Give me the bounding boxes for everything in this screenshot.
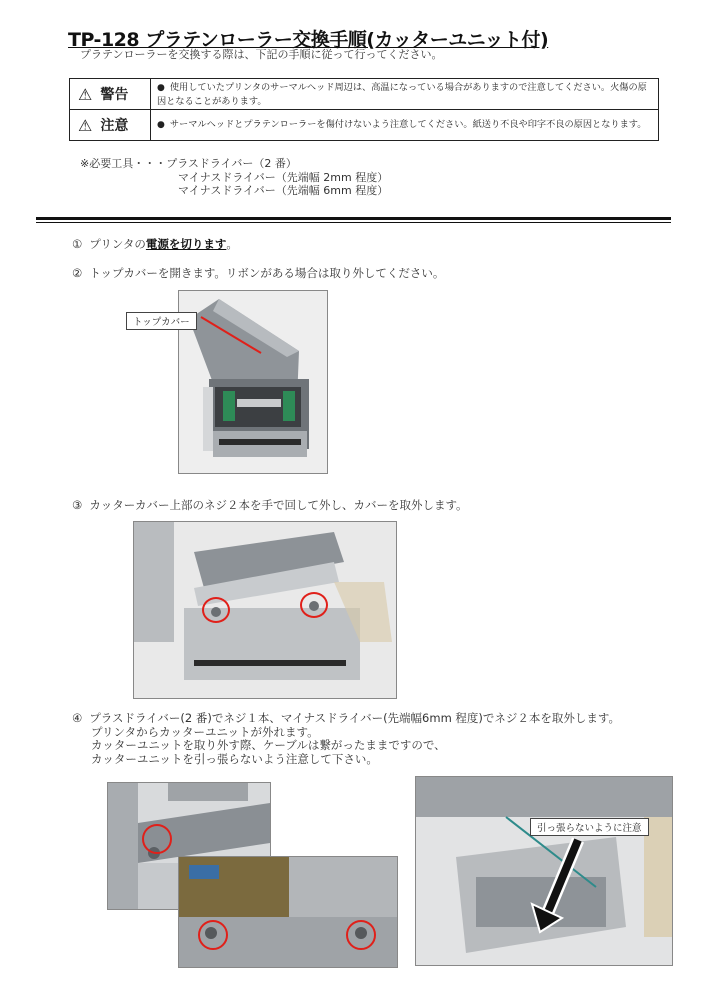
step-2 [72,265,444,281]
step-number: ① [72,237,83,251]
step-text: カッターユニットを引っ張らないよう注意して下さい。 [91,751,378,766]
step-number: ② [72,266,83,280]
step-3 [72,497,468,513]
warning-label-cell [70,79,151,110]
bullet-icon: ● [157,120,165,130]
step-1 [72,236,238,252]
caution-text-cell [151,110,659,141]
caution-label-cell [70,110,151,141]
screw-highlight [202,597,230,623]
page-subtitle: プラテンローラーを交換する際は、下記の手順に従って行ってください。 [80,48,443,61]
step-text-end: 。 [226,237,238,251]
screw-highlight [198,920,228,950]
warning-label: 警告 [100,87,129,103]
step-text: プリンタの [89,237,146,251]
screw-highlight [142,824,172,854]
caution-text: サーマルヘッドとプラテンローラーを傷付けないよう注意してください。紙送り不良や印字不良の原因となります。 [169,119,647,130]
screw-highlight [346,920,376,950]
warning-row [70,79,659,110]
step-4 [72,712,620,766]
step-emphasis: 電源を切ります [145,237,227,251]
callout-top-cover: トップカバー [126,312,197,330]
caution-row [70,110,659,141]
caution-label: 注意 [100,118,129,134]
step-text: プラスドライバー(2 番)でネジ１本、マイナスドライバー(先端幅6mm 程度)でネジ２本を取外します。 [89,711,620,725]
callout-do-not-pull: 引っ張らないように注意 [530,818,649,836]
tools-line: マイナスドライバー（先端幅 6mm 程度） [178,184,389,197]
cutter-cover-illustration [134,522,396,698]
section-divider [36,217,671,220]
section-divider-thin [36,222,671,223]
step-number: ③ [72,498,83,512]
photo-screws-bottom [178,856,398,968]
step-text: カッターカバー上部のネジ２本を手で回して外し、カバーを取外します。 [89,498,468,512]
step-text: プリンタからカッターユニットが外れます。 [91,724,319,739]
warning-triangle-icon: ⚠ [78,115,93,135]
bullet-icon: ● [157,82,165,93]
printer-illustration [179,291,327,473]
tools-line: マイナスドライバー（先端幅 2mm 程度） [178,170,389,184]
warning-text-cell [151,79,659,110]
step-text: カッターユニットを取り外す際、ケーブルは繋がったままですので、 [91,738,446,752]
screws-bottom-illustration [179,857,397,967]
photo-cutter-cover [133,521,397,699]
warning-text: 使用していたプリンタのサーマルヘッド周辺は、高温になっている場合がありますので注意してください。火傷の原因となることがあります。 [157,81,647,107]
step-text: トップカバーを開きます。リボンがある場合は取り外してください。 [89,266,445,280]
required-tools [80,157,388,198]
screw-highlight [300,592,328,618]
photo-top-cover-open [178,290,328,474]
tools-line: ※必要工具・・・プラスドライバー（2 番） [80,157,297,170]
warning-table [69,78,659,141]
arrow-down-icon [530,834,590,934]
warning-triangle-icon: ⚠ [78,84,93,104]
page-title: TP-128 プラテンローラー交換手順(カッターユニット付) [68,29,549,51]
step-number: ④ [72,711,83,725]
